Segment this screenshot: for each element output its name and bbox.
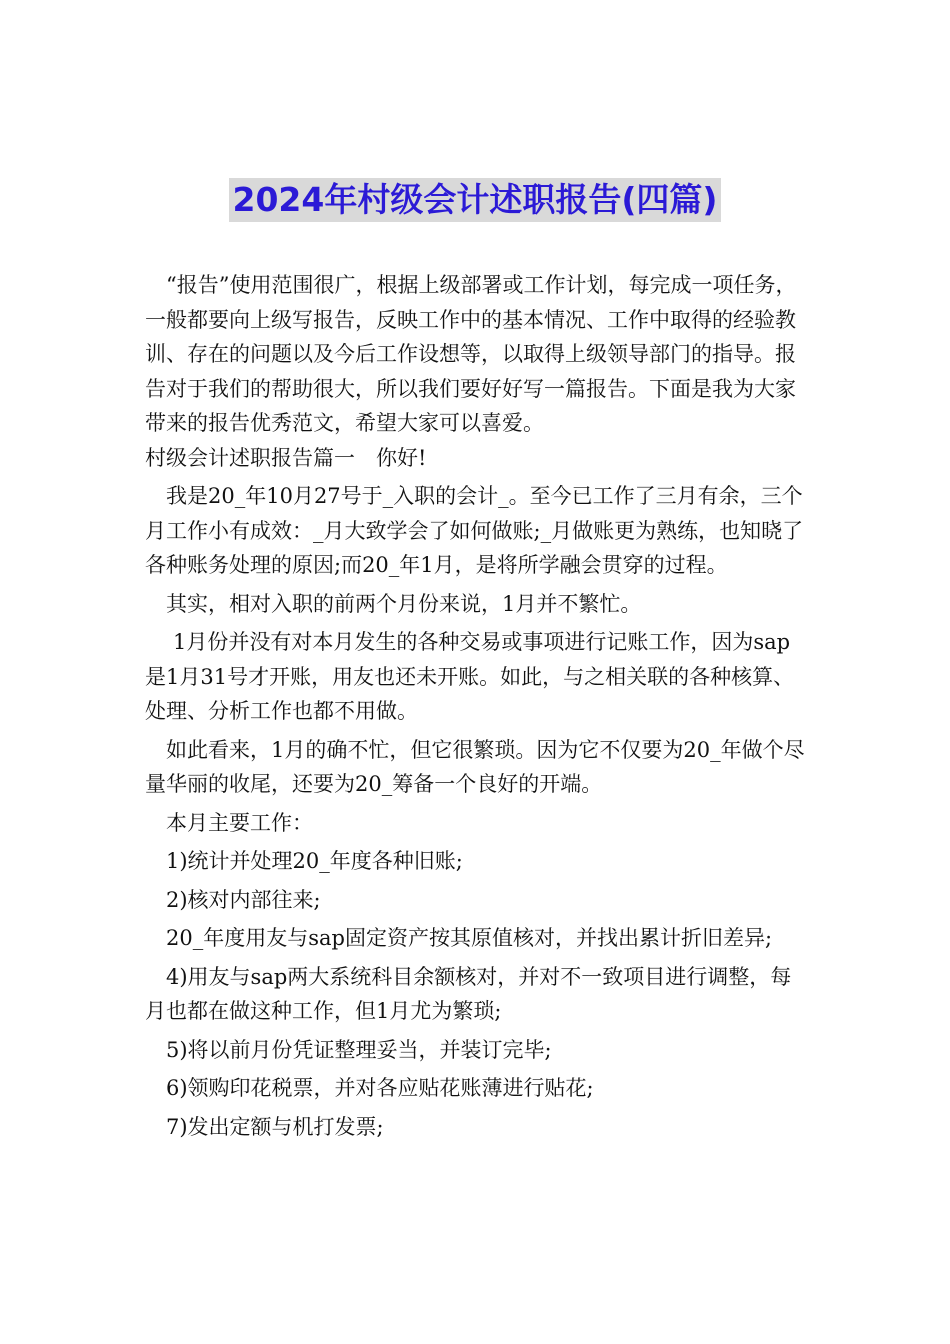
list-item: 5)将以前月份凭证整理妥当，并装订完毕; xyxy=(166,1037,552,1062)
section-heading: 村级会计述职报告篇一 你好! xyxy=(145,445,427,470)
document-body xyxy=(145,268,810,1144)
body-paragraph: 其实，相对入职的前两个月份来说，1月并不繁忙。 xyxy=(166,591,642,616)
body-paragraph: 1月份并没有对本月发生的各种交易或事项进行记账工作，因为sap是1月31号才开账，用友也还未开账。如此，与之相关联的各种核算、处理、分析工作也都不用做。 xyxy=(145,630,795,723)
list-item: 20_年度用友与sap固定资产按其原值核对，并找出累计折旧差异; xyxy=(166,926,773,950)
body-paragraph: 我是20_年10月27号于_入职的会计_。至今已工作了三月有余，三个月工作小有成效：_月大致学会了如何做账;_月做账更为熟练，也知晓了各种账务处理的原因;而20_年1月，是将所学融会贯穿的过程。 xyxy=(145,484,804,577)
list-item: 2)核对内部往来; xyxy=(166,887,321,912)
list-item: 4)用友与sap两大系统科目余额核对，并对不一致项目进行调整，每月也都在做这种工作，但1月尤为繁琐; xyxy=(145,964,792,1023)
body-paragraph: 如此看来，1月的确不忙，但它很繁琐。因为它不仅要为20_年做个尽量华丽的收尾，还要为20_筹备一个良好的开端。 xyxy=(145,737,805,796)
intro-paragraph: “报告”使用范围很广，根据上级部署或工作计划，每完成一项任务，一般都要向上级写报告，反映工作中的基本情况、工作中取得的经验教训、存在的问题以及今后工作设想等，以取得上级领导部门的指导。报告对于我们的帮助很大，所以我们要好好写一篇报告。下面是我为大家带来的报告优秀范文，希望大家可以喜爱。 xyxy=(145,273,797,435)
list-item: 7)发出定额与机打发票; xyxy=(166,1114,384,1139)
list-item: 1)统计并处理20_年度各种旧账; xyxy=(166,849,463,873)
list-heading: 本月主要工作： xyxy=(166,810,313,835)
document-title: 2024年村级会计述职报告(四篇) xyxy=(229,178,720,222)
list-item: 6)领购印花税票，并对各应贴花账薄进行贴花; xyxy=(166,1076,594,1100)
title-container xyxy=(0,178,950,222)
